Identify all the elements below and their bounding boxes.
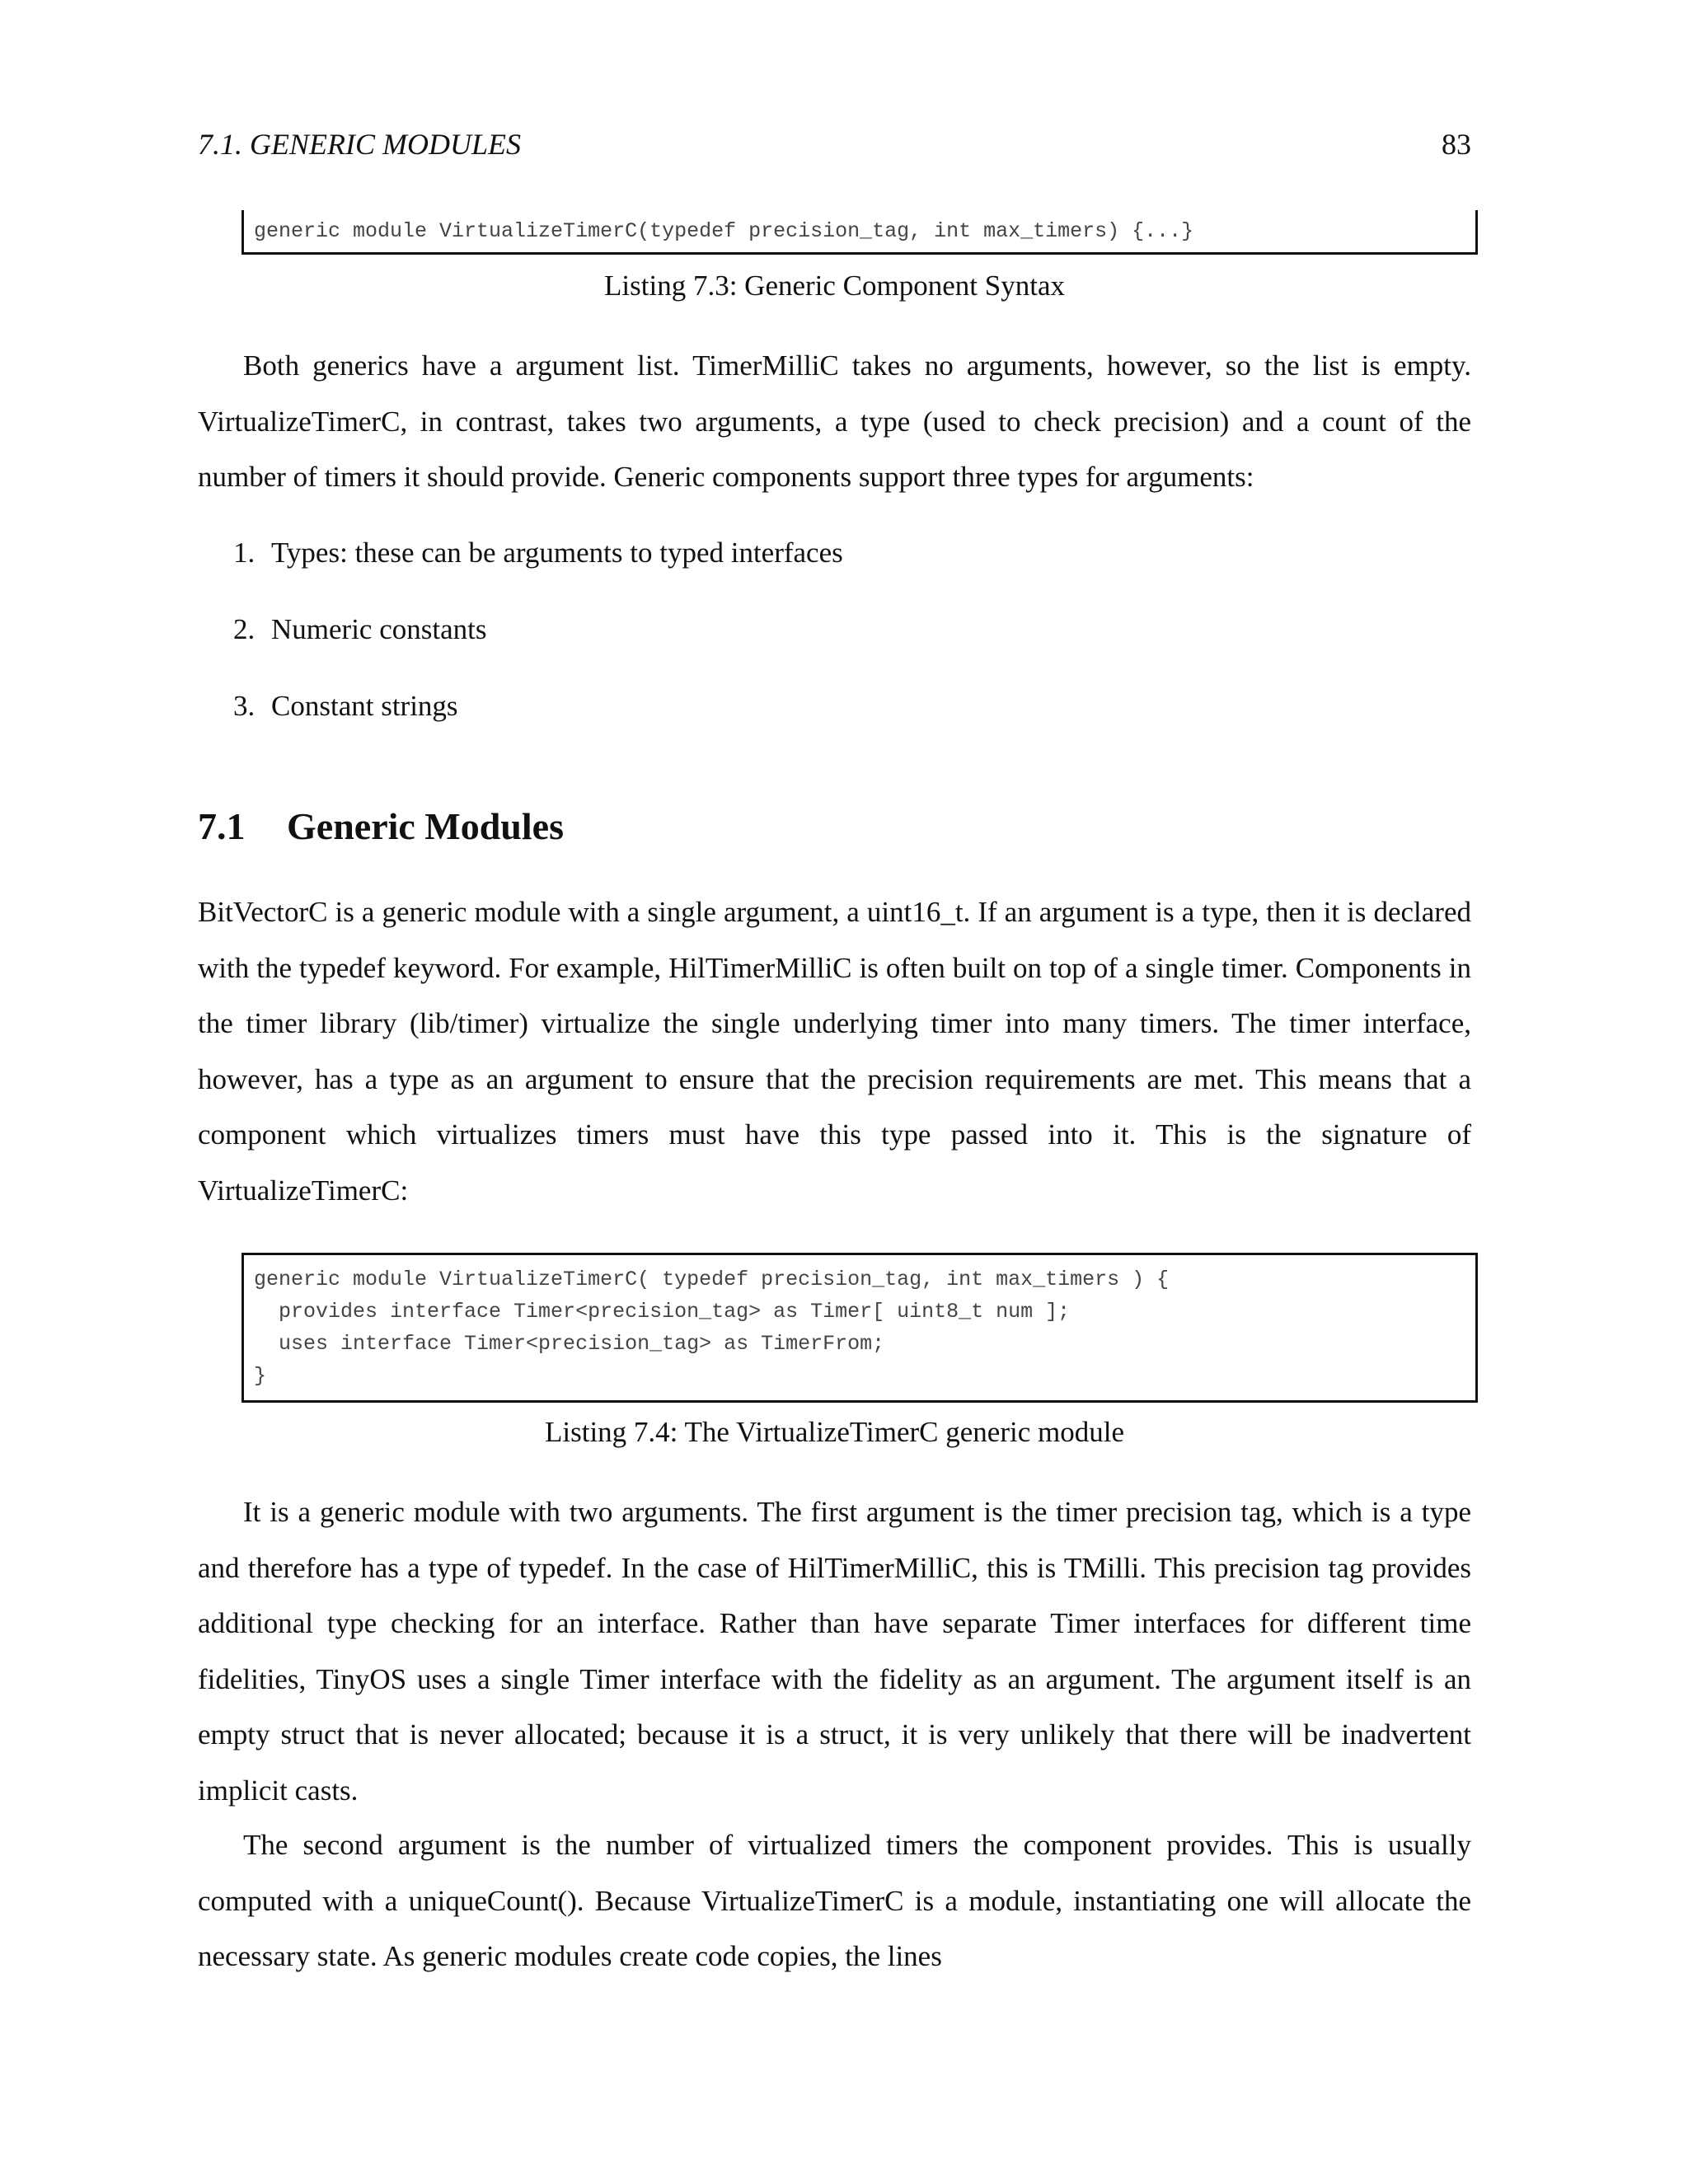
- page-number: 83: [1442, 128, 1471, 161]
- list-item-number: 1.: [233, 537, 256, 569]
- list-item: [233, 609, 1470, 686]
- code-line: generic module VirtualizeTimerC( typedef precision_tag, int max_timers ) {: [254, 1268, 1170, 1291]
- running-header: [198, 124, 1471, 165]
- code-line: }: [254, 1364, 267, 1388]
- listing-7-4-code: [241, 1253, 1478, 1403]
- code-line: uses interface Timer<precision_tag> as TimerFrom;: [254, 1332, 885, 1356]
- listing-7-3-caption: Listing 7.3: Generic Component Syntax: [604, 269, 1065, 302]
- section-number: 7.1: [198, 805, 246, 847]
- list-item-text: Numeric constants: [271, 613, 487, 645]
- code-line: provides interface Timer<precision_tag> as Timer[ uint8_t num ];: [254, 1300, 1071, 1324]
- argument-types-list: [233, 532, 1470, 762]
- section-title: Generic Modules: [287, 805, 564, 847]
- code-line: generic module VirtualizeTimerC(typedef precision_tag, int max_timers) {...}: [254, 219, 1194, 243]
- list-item-text: Constant strings: [271, 690, 458, 722]
- listing-7-3-code: [241, 210, 1478, 255]
- list-item: [233, 686, 1470, 762]
- header-section-title: 7.1. GENERIC MODULES: [198, 128, 521, 161]
- listing-7-4-caption: Listing 7.4: The VirtualizeTimerC generic module: [545, 1416, 1124, 1448]
- list-item-number: 3.: [233, 690, 256, 722]
- list-item-number: 2.: [233, 613, 256, 645]
- list-item-text: Types: these can be arguments to typed interfaces: [271, 537, 843, 569]
- paragraph-second-argument: The second argument is the number of virtualized timers the component provides. This is usually computed with a uniqueCount(). Because VirtualizeTimerC is a module, instantiating one will allocate the necessary state. As generic modules create code copies, the lines: [198, 1829, 1471, 1972]
- list-item: [233, 532, 1470, 609]
- paragraph-bitvector: BitVectorC is a generic module with a single argument, a uint16_t. If an argument is a type, then it is declared with the typedef keyword. For example, HilTimerMilliC is often built on top of a single timer. Components in the timer library (lib/timer) virtualize the single underlying timer into many timers. The timer interface, however, has a type as an argument to ensure that the precision requirements are met. This means that a component which virtualizes timers must have this type passed into it. This is the signature of VirtualizeTimerC:: [198, 896, 1471, 1207]
- section-heading: [198, 798, 564, 855]
- paragraph-generic-arguments: Both generics have a argument list. TimerMilliC takes no arguments, however, so the list is empty. VirtualizeTimerC, in contrast, takes two arguments, a type (used to check precision) and a count of the number of timers it should provide. Generic components support three types for arguments:: [198, 349, 1471, 493]
- paragraph-precision-tag: It is a generic module with two arguments. The first argument is the timer precision tag, which is a type and therefore has a type of typedef. In the case of HilTimerMilliC, this is TMilli. This precision tag provides additional type checking for an interface. Rather than have separate Timer interfaces for different time fidelities, TinyOS uses a single Timer interface with the fidelity as an argument. The argument itself is an empty struct that is never allocated; because it is a struct, it is very unlikely that there will be inadvertent implicit casts.: [198, 1496, 1471, 1807]
